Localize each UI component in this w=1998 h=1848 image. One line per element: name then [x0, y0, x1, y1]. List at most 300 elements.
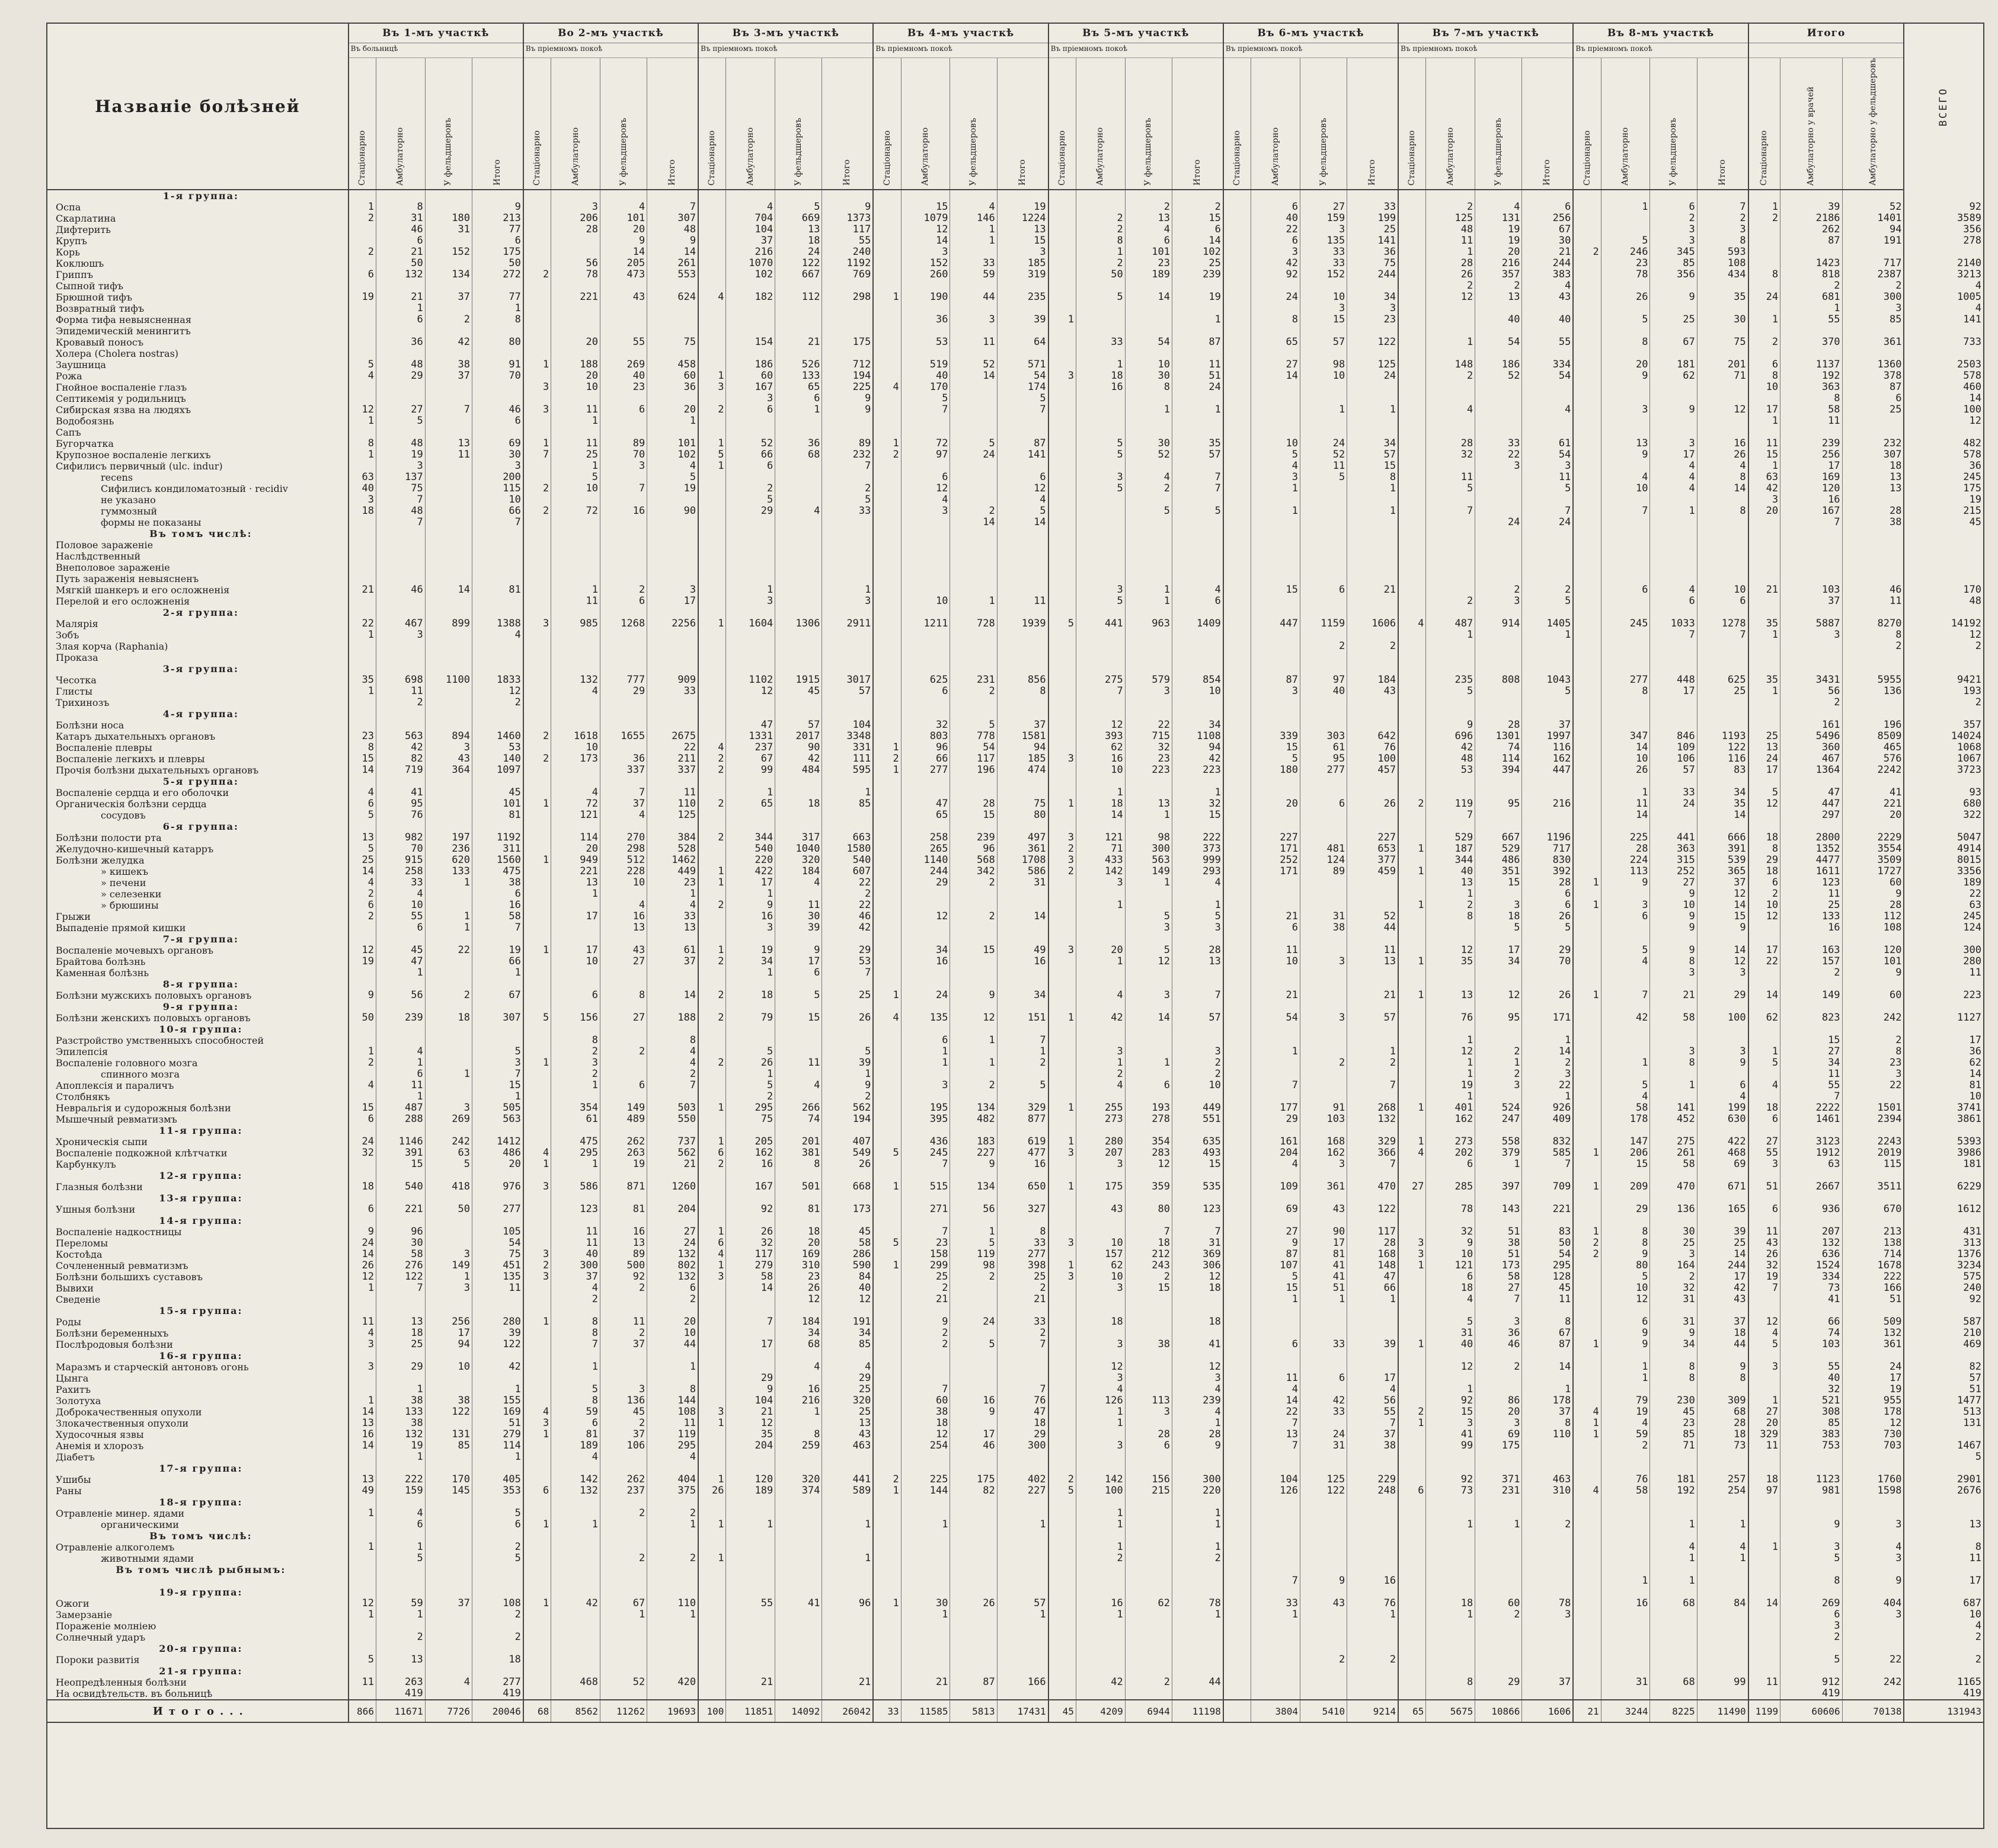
value-cell: 3	[349, 494, 376, 506]
value-cell: 653	[1347, 843, 1398, 855]
value-cell	[775, 979, 822, 990]
value-cell: 4	[600, 202, 647, 213]
value-cell: 354	[1125, 1136, 1172, 1147]
value-cell	[901, 933, 950, 945]
value-cell: 8270	[1842, 618, 1904, 629]
value-cell: 122	[1347, 1204, 1398, 1215]
value-cell	[775, 314, 822, 325]
value-cell	[600, 979, 647, 990]
value-cell: 77	[472, 292, 523, 303]
value-cell	[1842, 1451, 1904, 1463]
value-cell: 215	[1904, 506, 1983, 517]
value-cell	[1300, 1609, 1347, 1620]
value-cell	[873, 652, 901, 663]
value-cell	[1573, 382, 1601, 393]
value-cell: 497	[997, 832, 1048, 843]
value-cell	[1048, 1226, 1076, 1238]
value-cell	[1522, 1463, 1573, 1474]
value-cell	[873, 247, 901, 258]
value-cell	[950, 427, 997, 438]
value-cell	[425, 697, 472, 708]
value-cell: 1	[775, 1406, 822, 1418]
value-cell: 465	[1842, 742, 1904, 753]
value-cell: 405	[472, 1474, 523, 1485]
value-cell: 458	[647, 359, 698, 370]
value-cell: 156	[1125, 1474, 1172, 1485]
value-cell: 1127	[1904, 1012, 1983, 1024]
value-cell	[873, 1632, 901, 1643]
value-cell: 41	[1300, 1271, 1347, 1283]
group-label: 11-я группа:	[159, 1125, 243, 1137]
value-cell: 1	[1573, 877, 1601, 888]
value-cell	[775, 1069, 822, 1080]
value-cell: 339	[1251, 731, 1300, 742]
value-cell	[1904, 1564, 1983, 1575]
column-header: У фельдшеровъ	[1300, 58, 1347, 190]
value-cell: 1	[1426, 1069, 1475, 1080]
value-cell: 331	[822, 742, 873, 753]
value-cell	[950, 1024, 997, 1035]
value-cell	[1251, 1328, 1300, 1339]
value-cell	[1697, 1451, 1748, 1463]
value-cell: 3	[1076, 1283, 1125, 1294]
value-cell: 254	[901, 1440, 950, 1451]
value-cell	[349, 1069, 376, 1080]
value-cell	[523, 900, 551, 911]
value-cell	[698, 596, 726, 607]
value-cell	[1172, 190, 1223, 202]
value-cell: 463	[1522, 1474, 1573, 1485]
value-cell: 10	[1172, 1080, 1223, 1091]
value-cell: 197	[425, 832, 472, 843]
value-cell	[1076, 1024, 1125, 1035]
value-cell	[1172, 663, 1223, 674]
value-cell: 1068	[1904, 742, 1983, 753]
table-row	[47, 1204, 1983, 1215]
value-cell: 144	[901, 1485, 950, 1497]
value-cell: 8015	[1904, 855, 1983, 866]
value-cell	[698, 235, 726, 247]
table-row	[47, 1395, 1983, 1406]
group-label: 20-я группа:	[159, 1643, 243, 1655]
value-cell	[775, 1373, 822, 1384]
value-cell: 25	[1780, 900, 1842, 911]
value-cell: 20	[1475, 247, 1522, 258]
value-cell: 4	[1076, 1384, 1125, 1395]
value-cell: 25	[551, 449, 600, 461]
disease-name: Проказа	[56, 652, 98, 664]
value-cell	[376, 528, 425, 539]
value-cell	[349, 325, 376, 337]
value-cell	[997, 1215, 1048, 1226]
value-cell: 493	[1172, 1147, 1223, 1159]
value-cell	[600, 1632, 647, 1643]
value-cell	[1251, 1316, 1300, 1328]
value-cell: 122	[1300, 1485, 1347, 1497]
value-cell	[1398, 1463, 1426, 1474]
value-cell	[1223, 1339, 1251, 1350]
value-cell: 11	[1904, 967, 1983, 979]
value-cell	[873, 1192, 901, 1204]
value-cell: 3	[1650, 235, 1697, 247]
value-cell: 1260	[647, 1181, 698, 1192]
value-cell: 470	[1347, 1181, 1398, 1192]
area-subheader: Въ пріемномъ покоѣ	[1223, 43, 1398, 58]
value-cell: 28	[551, 224, 600, 235]
value-cell: 2	[349, 911, 376, 922]
column-header: Амбулаторно	[1076, 58, 1125, 190]
value-cell	[873, 1001, 901, 1012]
value-cell: 505	[472, 1102, 523, 1114]
value-cell: 2	[1125, 202, 1172, 213]
table-row	[47, 1575, 1983, 1587]
value-cell	[1398, 1091, 1426, 1102]
value-cell	[1048, 303, 1076, 314]
value-cell	[1650, 1620, 1697, 1632]
group-header-row	[47, 1305, 1983, 1316]
value-cell	[950, 562, 997, 573]
value-cell	[425, 1542, 472, 1553]
value-cell	[1697, 821, 1748, 832]
value-cell	[1522, 190, 1573, 202]
value-cell	[1223, 933, 1251, 945]
value-cell	[647, 1632, 698, 1643]
value-cell	[997, 821, 1048, 832]
value-cell: 10	[1601, 483, 1650, 494]
value-cell	[1697, 1125, 1748, 1136]
value-cell	[775, 1451, 822, 1463]
value-cell	[1300, 720, 1347, 731]
table-row	[47, 1147, 1983, 1159]
value-cell	[523, 292, 551, 303]
value-cell	[349, 1305, 376, 1316]
value-cell	[523, 1350, 551, 1361]
value-cell: 595	[822, 765, 873, 776]
value-cell	[472, 720, 523, 731]
value-cell: 182	[726, 292, 775, 303]
value-cell: 47	[1780, 787, 1842, 798]
value-cell	[600, 1024, 647, 1035]
table-row	[47, 1069, 1983, 1080]
value-cell: 8	[1522, 1418, 1573, 1429]
value-cell: 6	[376, 1069, 425, 1080]
value-cell: 98	[1125, 832, 1172, 843]
value-cell: 7	[647, 202, 698, 213]
value-cell: 62	[1076, 1260, 1125, 1271]
value-cell: 6	[349, 1204, 376, 1215]
value-cell: 11	[1251, 945, 1300, 956]
value-cell: 18	[1125, 1238, 1172, 1249]
value-cell: 61	[647, 945, 698, 956]
value-cell: 803	[901, 731, 950, 742]
value-cell: 225	[901, 1474, 950, 1485]
value-cell	[1650, 190, 1697, 202]
value-cell	[1573, 1024, 1601, 1035]
value-cell	[1573, 967, 1601, 979]
value-cell: 142	[1076, 866, 1125, 877]
value-cell: 11	[950, 337, 997, 348]
value-cell	[1573, 1136, 1601, 1147]
value-cell	[698, 584, 726, 596]
value-cell: 2	[1650, 1271, 1697, 1283]
value-cell: 5	[775, 990, 822, 1001]
value-cell	[726, 1024, 775, 1035]
value-cell	[600, 1170, 647, 1181]
table-row	[47, 1080, 1983, 1091]
value-cell	[1842, 697, 1904, 708]
value-cell: 23	[1125, 258, 1172, 269]
value-cell: 15	[1475, 877, 1522, 888]
value-cell: 35	[1697, 798, 1748, 810]
value-cell: 23	[349, 731, 376, 742]
value-cell: 10	[1697, 584, 1748, 596]
value-cell: 4	[647, 1046, 698, 1057]
value-cell	[647, 190, 698, 202]
value-cell: 58	[1475, 1271, 1522, 1283]
value-cell	[1223, 720, 1251, 731]
value-cell	[726, 1575, 775, 1587]
value-cell: 58	[1601, 1102, 1650, 1114]
value-cell	[1748, 1192, 1780, 1204]
value-cell	[1398, 1373, 1426, 1384]
value-cell: 25	[1347, 224, 1398, 235]
value-cell	[1426, 1553, 1475, 1564]
value-cell	[775, 776, 822, 787]
value-cell	[822, 314, 873, 325]
value-cell: 1	[376, 1091, 425, 1102]
value-cell: 1	[376, 1384, 425, 1395]
value-cell	[1048, 1069, 1076, 1080]
value-cell	[1748, 1035, 1780, 1046]
value-cell	[1398, 596, 1426, 607]
value-cell: 43	[600, 945, 647, 956]
value-cell	[472, 607, 523, 618]
table-row	[47, 1057, 1983, 1069]
value-cell: 277	[1601, 674, 1650, 686]
value-cell	[600, 776, 647, 787]
value-cell	[1601, 821, 1650, 832]
value-cell: 82	[1904, 1361, 1983, 1373]
value-cell: 279	[472, 1429, 523, 1440]
value-cell	[1125, 933, 1172, 945]
value-cell: 1	[1426, 1091, 1475, 1102]
value-cell: 1	[551, 888, 600, 900]
value-cell: 210	[1904, 1328, 1983, 1339]
value-cell	[425, 1091, 472, 1102]
value-cell	[873, 1643, 901, 1654]
value-cell	[425, 821, 472, 832]
value-cell: 2	[472, 1609, 523, 1620]
value-cell	[551, 697, 600, 708]
value-cell	[1048, 1598, 1076, 1609]
value-cell: 171	[1251, 866, 1300, 877]
value-cell	[1048, 629, 1076, 641]
value-cell: 159	[376, 1485, 425, 1497]
value-cell: 189	[726, 1485, 775, 1497]
value-cell	[1522, 325, 1573, 337]
value-cell: 1	[349, 686, 376, 697]
value-cell: 393	[1076, 731, 1125, 742]
value-cell: 1	[1076, 1609, 1125, 1620]
value-cell	[1048, 1429, 1076, 1440]
value-cell	[901, 1373, 950, 1384]
value-cell	[1076, 922, 1125, 933]
value-cell	[1398, 337, 1426, 348]
value-cell	[1048, 1204, 1076, 1215]
value-cell: 16	[1780, 922, 1842, 933]
value-cell	[1251, 697, 1300, 708]
value-cell: 5	[1601, 314, 1650, 325]
value-cell	[1522, 1508, 1573, 1519]
value-cell: 45	[472, 787, 523, 798]
value-cell	[600, 933, 647, 945]
value-cell	[1125, 494, 1172, 506]
value-cell: 3	[1697, 1046, 1748, 1057]
value-cell: 135	[472, 1271, 523, 1283]
value-cell: 10	[551, 483, 600, 494]
value-cell	[698, 1328, 726, 1339]
value-cell	[425, 1057, 472, 1069]
value-cell: 955	[1842, 1395, 1904, 1406]
value-cell: 17	[1780, 461, 1842, 472]
value-cell: 101	[600, 213, 647, 224]
value-cell	[1398, 787, 1426, 798]
value-cell: 12	[997, 483, 1048, 494]
value-cell: 13	[1842, 472, 1904, 483]
value-cell: 6	[775, 393, 822, 404]
value-cell	[1780, 1001, 1842, 1012]
value-cell: 23	[1125, 753, 1172, 765]
value-cell: 82	[376, 753, 425, 765]
value-cell: 976	[472, 1181, 523, 1192]
value-cell	[425, 348, 472, 359]
value-cell	[1398, 1012, 1426, 1024]
value-cell: 10	[1748, 382, 1780, 393]
value-cell	[1076, 1035, 1125, 1046]
value-cell: 158	[901, 1249, 950, 1260]
value-cell: 2	[551, 1046, 600, 1057]
value-cell	[950, 1530, 997, 1542]
value-cell	[1223, 1598, 1251, 1609]
value-cell	[1398, 247, 1426, 258]
disease-name: Оспа	[56, 202, 81, 213]
value-cell: 32	[1172, 798, 1223, 810]
value-cell: 110	[647, 798, 698, 810]
value-cell: 7	[901, 1226, 950, 1238]
value-cell	[950, 247, 997, 258]
value-cell	[775, 1575, 822, 1587]
value-cell: 99	[726, 765, 775, 776]
value-cell	[425, 551, 472, 562]
value-cell: 2	[647, 1508, 698, 1519]
value-cell	[425, 596, 472, 607]
table-row	[47, 967, 1983, 979]
value-cell: 24	[1347, 370, 1398, 382]
value-cell	[1475, 1575, 1522, 1587]
disease-name: Дифтерить	[56, 224, 111, 236]
value-cell: 216	[775, 1395, 822, 1406]
value-cell: 66	[901, 753, 950, 765]
value-cell	[523, 213, 551, 224]
value-cell: 23	[1601, 258, 1650, 269]
value-cell: 3	[1601, 900, 1650, 911]
value-cell	[647, 573, 698, 584]
value-cell: 42	[1172, 753, 1223, 765]
value-cell	[376, 1530, 425, 1542]
value-cell	[1048, 990, 1076, 1001]
table-row	[47, 1012, 1983, 1024]
value-cell	[1475, 1451, 1522, 1463]
value-cell: 12	[822, 1294, 873, 1305]
value-cell	[425, 325, 472, 337]
value-cell	[698, 1294, 726, 1305]
disease-name: Раны	[56, 1485, 82, 1497]
value-cell	[600, 1519, 647, 1530]
value-cell	[698, 1192, 726, 1204]
value-cell	[1601, 190, 1650, 202]
value-cell: 360	[1780, 742, 1842, 753]
value-cell: 6	[551, 1418, 600, 1429]
value-cell: 18	[1748, 1102, 1780, 1114]
value-cell	[349, 1215, 376, 1226]
value-cell	[1251, 1350, 1300, 1361]
value-cell: 371	[1475, 1474, 1522, 1485]
value-cell	[1522, 1643, 1573, 1654]
value-cell	[425, 607, 472, 618]
value-cell: 1070	[726, 258, 775, 269]
value-cell	[873, 1609, 901, 1620]
value-cell: 9	[1601, 1249, 1650, 1260]
value-cell: 114	[1475, 753, 1522, 765]
value-cell	[1697, 1530, 1748, 1542]
value-cell	[1522, 1632, 1573, 1643]
value-cell: 181	[1650, 359, 1697, 370]
value-cell	[1697, 539, 1748, 551]
value-cell: 3	[349, 1361, 376, 1373]
value-cell	[1697, 607, 1748, 618]
value-cell	[873, 415, 901, 427]
value-cell	[647, 539, 698, 551]
value-cell: 357	[1904, 720, 1983, 731]
value-cell	[1475, 967, 1522, 979]
value-cell	[1522, 348, 1573, 359]
column-header: Итого	[1172, 58, 1223, 190]
value-cell	[1573, 641, 1601, 652]
value-cell	[1904, 1305, 1983, 1316]
value-cell: 8	[349, 438, 376, 449]
value-cell: 1	[1398, 900, 1426, 911]
value-cell: 503	[647, 1102, 698, 1114]
value-cell: 345	[1650, 247, 1697, 258]
value-cell	[349, 551, 376, 562]
value-cell	[1398, 765, 1426, 776]
value-cell	[1780, 1305, 1842, 1316]
value-cell	[873, 427, 901, 438]
value-cell: 132	[1780, 1238, 1842, 1249]
value-cell: 99	[1426, 1440, 1475, 1451]
value-cell	[775, 1497, 822, 1508]
value-cell: 95	[1300, 753, 1347, 765]
value-cell: 1460	[472, 731, 523, 742]
value-cell: 4	[1601, 956, 1650, 967]
value-cell	[1697, 641, 1748, 652]
value-cell	[647, 607, 698, 618]
value-cell	[1172, 562, 1223, 573]
value-cell: 35	[1748, 618, 1780, 629]
value-cell	[1048, 393, 1076, 404]
value-cell	[1573, 607, 1601, 618]
value-cell	[523, 573, 551, 584]
